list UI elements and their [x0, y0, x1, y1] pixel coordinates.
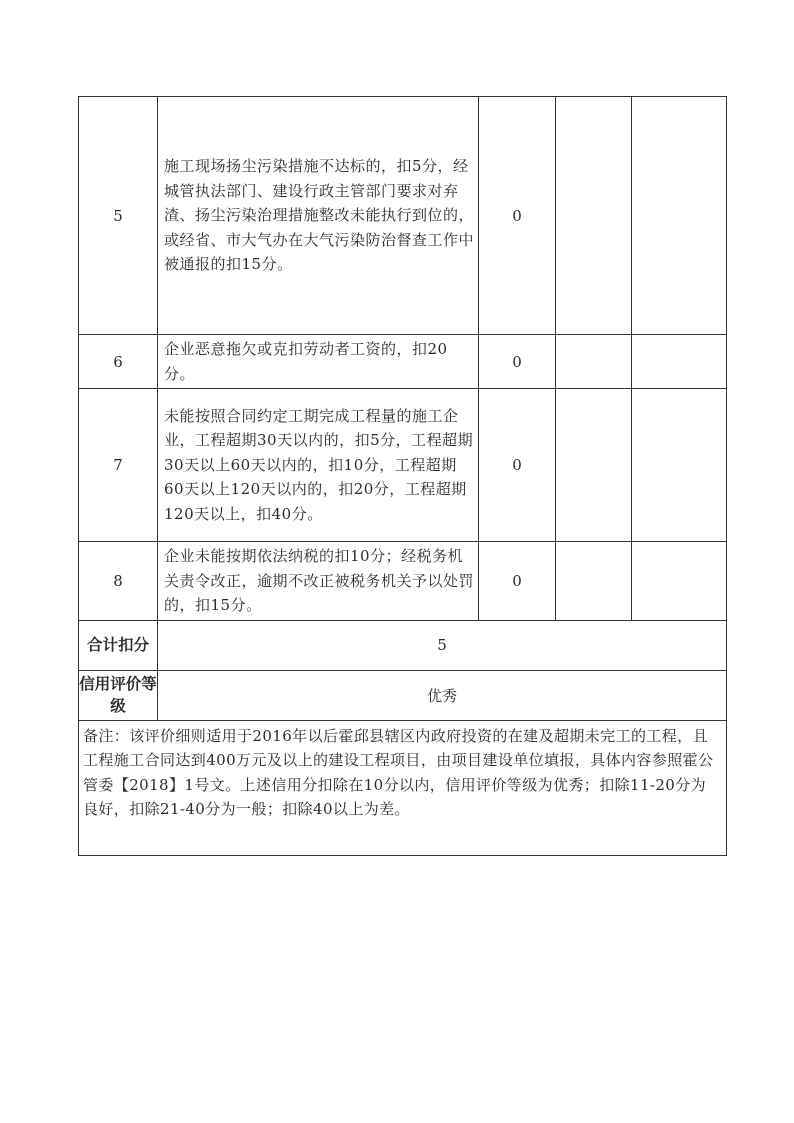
note-row: [79, 720, 727, 855]
empty-cell: [556, 335, 632, 389]
empty-cell: [556, 389, 632, 542]
rating-row: [79, 670, 727, 720]
item-description: 未能按照合同约定工期完成工程量的施工企业，工程超期30天以内的，扣5分，工程超期30天以上60天以内的，扣10分，工程超期60天以上120天以内的，扣20分，工程超期120天以上，扣40分。: [158, 389, 479, 542]
item-description: 企业未能按期依法纳税的扣10分；经税务机关责令改正，逾期不改正被税务机关予以处罚的，扣15分。: [158, 542, 479, 621]
credit-rating-label: 信用评价等级: [79, 670, 158, 720]
empty-cell: [632, 389, 727, 542]
item-description: 施工现场扬尘污染措施不达标的，扣5分，经城管执法部门、建设行政主管部门要求对弃渣、扬尘污染治理措施整改未能执行到位的，或经省、市大气办在大气污染防治督查工作中被通报的扣15分。: [158, 97, 479, 335]
table-row: [79, 389, 727, 542]
total-row: [79, 620, 727, 670]
empty-cell: [632, 542, 727, 621]
remarks-note: 备注：该评价细则适用于2016年以后霍邱县辖区内政府投资的在建及超期未完工的工程，且工程施工合同达到400万元及以上的建设工程项目，由项目建设单位填报，具体内容参照霍公管委【2018】1号文。上述信用分扣除在10分以内，信用评价等级为优秀；扣除11-20分为良好，扣除21-40分为一般；扣除40以上为差。: [79, 720, 727, 855]
item-number: 6: [79, 335, 158, 389]
item-score: 0: [479, 389, 556, 542]
item-score: 0: [479, 97, 556, 335]
total-deduction-value: 5: [158, 620, 727, 670]
empty-cell: [632, 335, 727, 389]
empty-cell: [632, 97, 727, 335]
table-row: [79, 335, 727, 389]
item-description: 企业恶意拖欠或克扣劳动者工资的，扣20分。: [158, 335, 479, 389]
credit-evaluation-table: [78, 96, 727, 856]
item-number: 8: [79, 542, 158, 621]
table-row: [79, 542, 727, 621]
item-number: 5: [79, 97, 158, 335]
item-score: 0: [479, 335, 556, 389]
table-row: [79, 97, 727, 335]
credit-rating-value: 优秀: [158, 670, 727, 720]
empty-cell: [556, 97, 632, 335]
item-score: 0: [479, 542, 556, 621]
total-deduction-label: 合计扣分: [79, 620, 158, 670]
empty-cell: [556, 542, 632, 621]
item-number: 7: [79, 389, 158, 542]
